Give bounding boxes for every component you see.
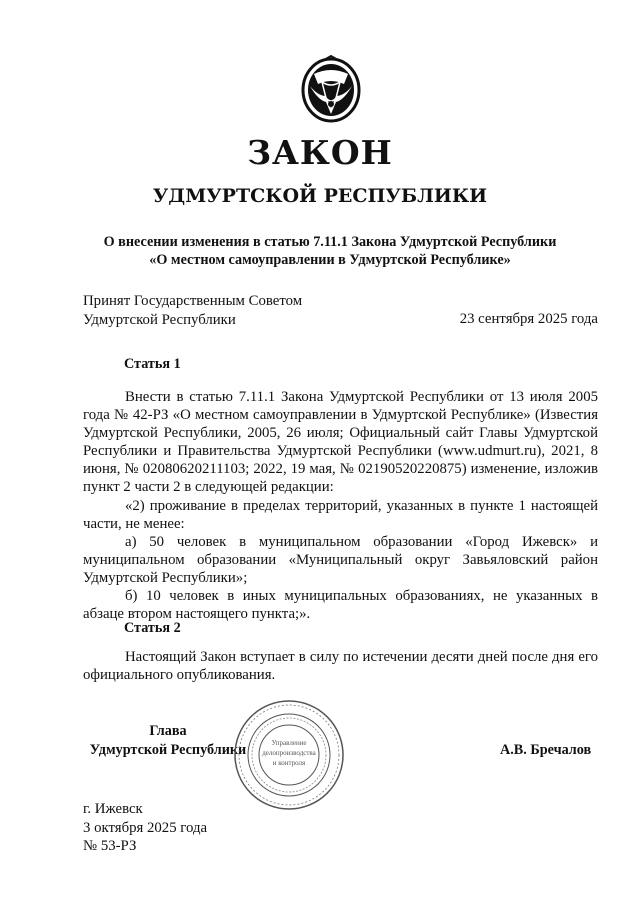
seal-text-line: делопроизводства [262, 749, 316, 757]
article-1-paragraph: а) 50 человек в муниципальном образовании «Город Ижевск» и муниципальном образовании «Муниципальный округ Завьяловский район Удмуртской Республики»; [83, 533, 598, 586]
article-1-paragraph: Внести в статью 7.11.1 Закона Удмуртской Республики от 13 июля 2005 года № 42-РЗ «О местном самоуправлении в Удмуртской Республике» (Известия Удмуртской Республики, 2005, 26 июля; Официальный сайт Главы Удмуртской Республики и Правительства Удмуртской Республики (www.udmurt.ru), 2021, 8 июня, № 02080620211103; 2022, 19 мая, № 02190520220875) изменение, изложив пункт 2 части 2 в следующей редакции: [83, 389, 598, 496]
article-1-title: Статья 1 [124, 356, 181, 372]
article-1-body [83, 388, 598, 623]
official-seal-icon [232, 698, 346, 812]
article-2-paragraph: Настоящий Закон вступает в силу по истечении десяти дней после дня его официального опубликования. [83, 649, 598, 684]
article-2-title: Статья 2 [124, 620, 181, 636]
article-1-paragraph: б) 10 человек в иных муниципальных образованиях, не указанных в абзаце втором настоящего пункта;». [83, 588, 598, 623]
footer-city: г. Ижевск [83, 801, 143, 817]
signatory-position [84, 722, 252, 760]
adoption-date: 23 сентября 2025 года [459, 311, 598, 327]
law-heading-line1: О внесении изменения в статью 7.11.1 Закона Удмуртской Республики [103, 234, 557, 250]
adoption-info [83, 292, 302, 330]
signatory-name: А.В. Бречалов [500, 742, 592, 758]
article-1-paragraph: «2) проживание в пределах территорий, указанных в пункте 1 настоящей части, не менее: [83, 497, 598, 532]
document-subtitle: УДМУРТСКОЙ РЕСПУБЛИКИ [152, 185, 488, 207]
footer-number: № 53-РЗ [83, 838, 137, 854]
footer-date: 3 октября 2025 года [83, 819, 208, 836]
adoption-line1: Принят Государственным Советом [83, 293, 303, 309]
seal-text-line: и контроля [272, 759, 306, 767]
article-2-body [83, 648, 598, 684]
adoption-line2: Удмуртской Республики [83, 312, 236, 328]
document-footer [83, 800, 207, 856]
law-heading [60, 233, 600, 269]
coat-of-arms-icon [300, 52, 362, 124]
law-heading-line2: «О местном самоуправлении в Удмуртской Республике» [149, 252, 511, 268]
document-title: ЗАКОН [247, 133, 393, 172]
signatory-position-line2: Удмуртской Республики [89, 742, 247, 758]
signatory-position-line1: Глава [149, 723, 187, 739]
seal-text-line: Управление [271, 739, 307, 747]
